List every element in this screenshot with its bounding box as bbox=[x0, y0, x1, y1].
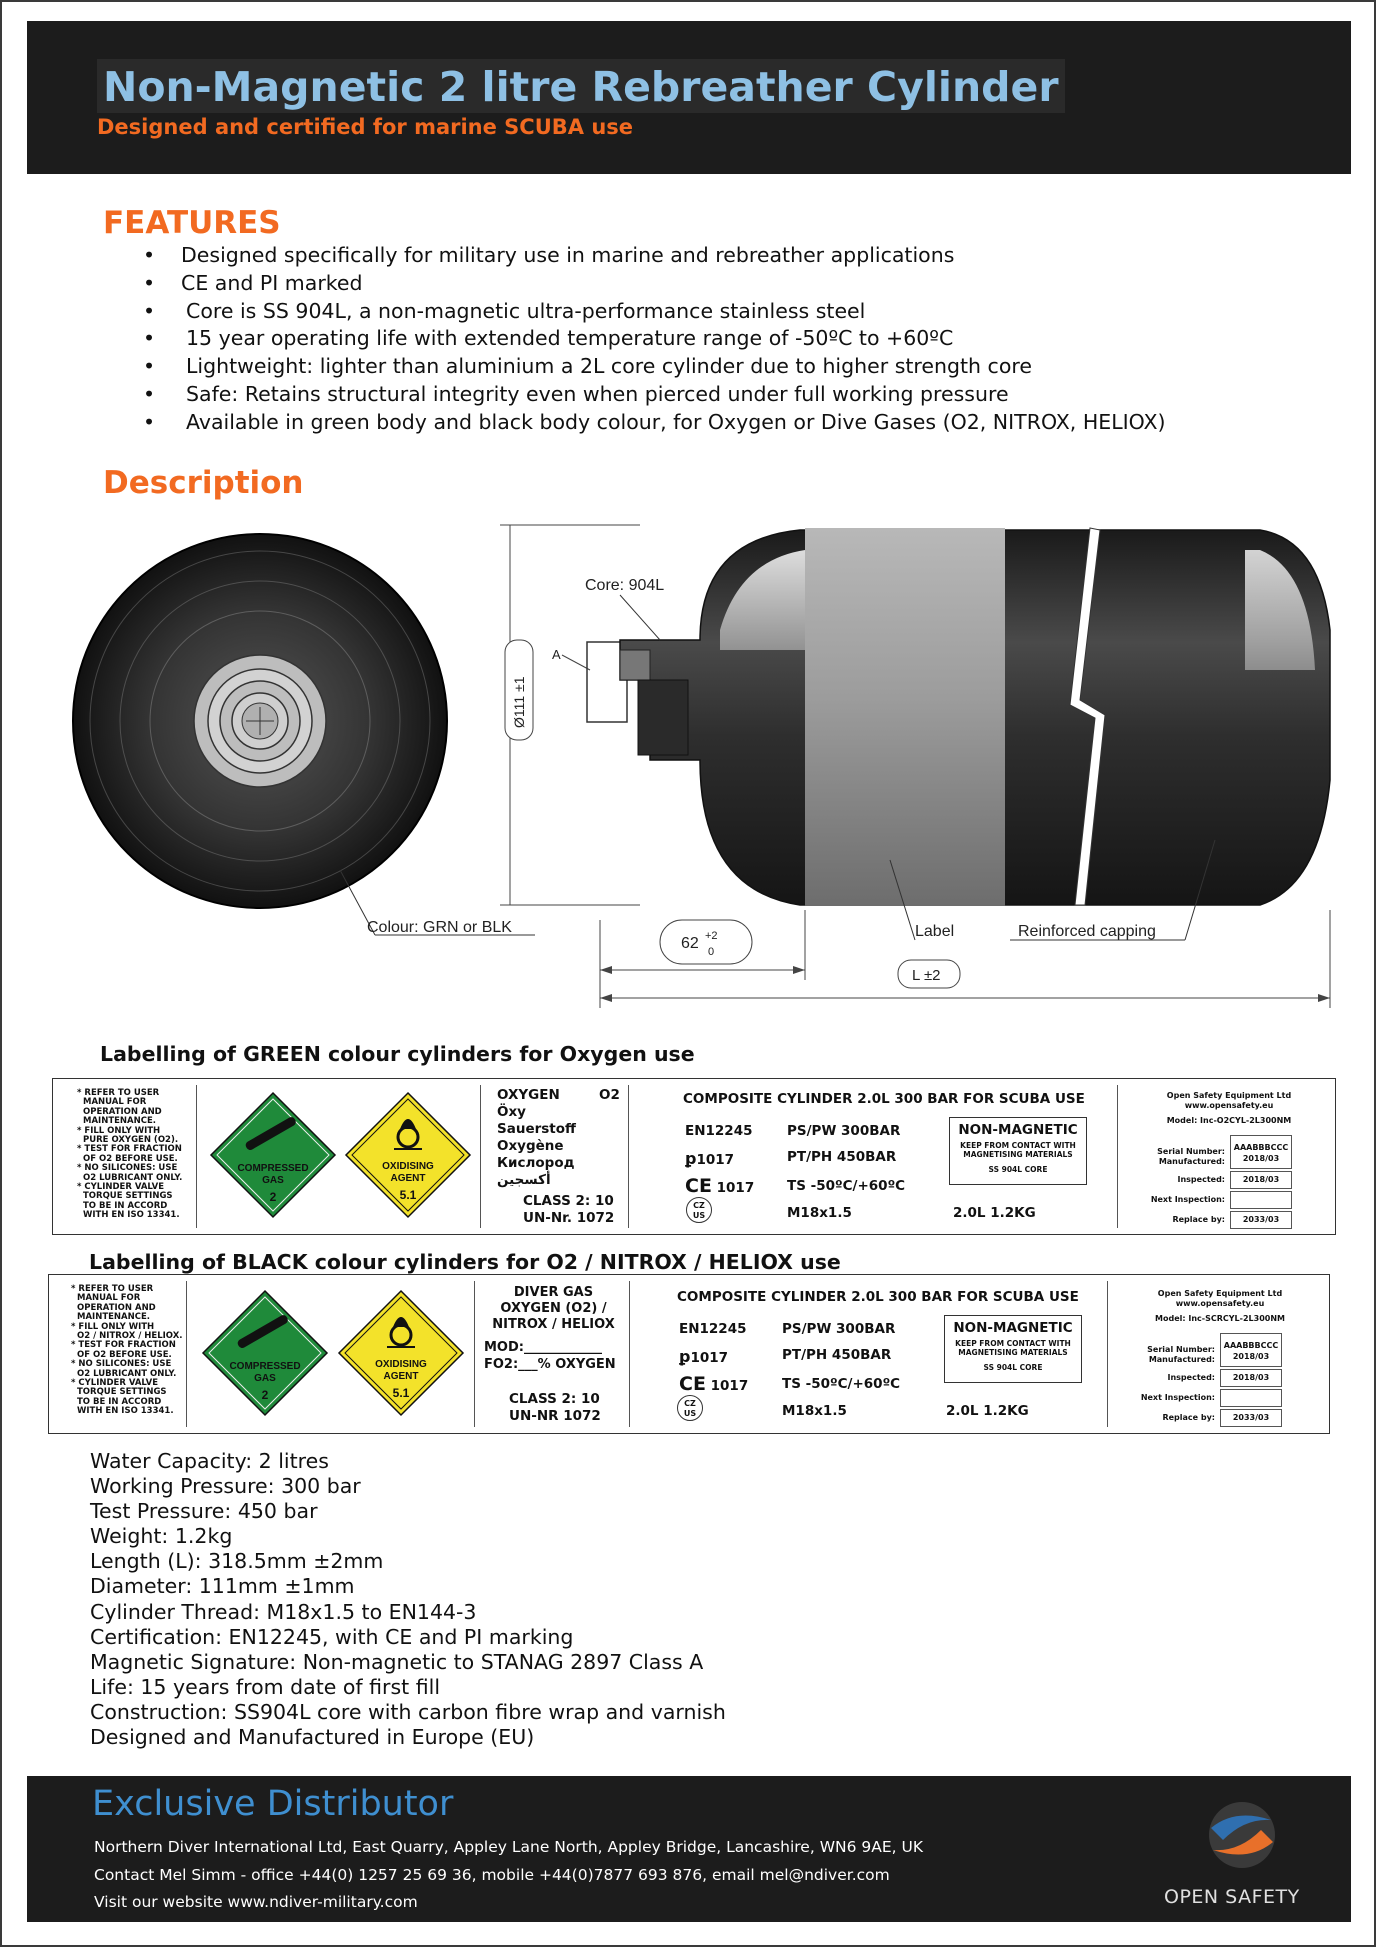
gas-name: OXYGEN bbox=[497, 1087, 560, 1103]
test-pressure: PT/PH 450BAR bbox=[782, 1347, 892, 1363]
features-heading: FEATURES bbox=[103, 205, 281, 241]
non-magnetic-text: KEEP FROM CONTACT WITH bbox=[955, 1339, 1071, 1348]
black-cylinder-label bbox=[48, 1274, 1330, 1434]
page-title: Non-Magnetic 2 litre Rebreather Cylinder bbox=[97, 59, 1065, 113]
mod-fo2-block bbox=[484, 1339, 616, 1373]
compressed-gas-diamond bbox=[203, 1079, 343, 1234]
warning-line: MAINTENANCE. bbox=[83, 1116, 156, 1127]
warning-line: TO BE IN ACCORD bbox=[77, 1396, 162, 1407]
feature-item: • Available in green body and black body colour, for Oxygen or Dive Gases (O2, NITROX, HELIOX) bbox=[143, 409, 1166, 437]
warning-line: * REFER TO USER bbox=[77, 1088, 160, 1098]
model-number: Model: Inc-O2CYL-2L300NM bbox=[1166, 1116, 1292, 1125]
gas-name: Кислород bbox=[497, 1155, 575, 1171]
feature-item: • Lightweight: lighter than aluminium a 2L core cylinder due to higher strength core bbox=[143, 353, 1166, 381]
serial-value: AAABBBCCC bbox=[1223, 1341, 1279, 1350]
model-number: Model: Inc-SCRCYL-2L300NM bbox=[1155, 1314, 1285, 1323]
inspected-label: Inspected: bbox=[1167, 1373, 1215, 1382]
gas-name: Sauerstoff bbox=[497, 1121, 576, 1137]
tolerance-lower: 0 bbox=[708, 946, 715, 958]
class-block bbox=[509, 1391, 601, 1425]
feature-item: • Safe: Retains structural integrity even when pierced under full working pressure bbox=[143, 381, 1166, 409]
oxidising-agent-diamond bbox=[338, 1079, 478, 1234]
replace-label: Replace by: bbox=[1162, 1413, 1215, 1422]
spec-line: Working Pressure: 300 bar bbox=[90, 1474, 361, 1499]
warning-line: OPERATION AND bbox=[77, 1302, 156, 1313]
warning-line: TO BE IN ACCORD bbox=[83, 1200, 168, 1211]
composite-text: COMPOSITE CYLINDER 2.0L 300 BAR FOR SCUBA USE bbox=[677, 1289, 1079, 1305]
spec-line: Length (L): 318.5mm ±2mm bbox=[90, 1549, 384, 1574]
un-number: UN-NR 1072 bbox=[509, 1408, 601, 1424]
page-subtitle: Designed and certified for marine SCUBA use bbox=[97, 115, 634, 139]
inspected-label: Inspected: bbox=[1177, 1175, 1225, 1184]
warning-line: O2 / NITROX / HELIOX. bbox=[77, 1331, 183, 1342]
warning-line: * NO SILICONES: USE bbox=[71, 1359, 172, 1370]
company-block bbox=[1135, 1091, 1323, 1126]
diamond-text: AGENT bbox=[390, 1173, 426, 1184]
label-note: Label bbox=[915, 923, 955, 940]
spec-line: Diameter: 111mm ±1mm bbox=[90, 1574, 355, 1599]
warning-line: O2 LUBRICANT ONLY. bbox=[83, 1172, 183, 1183]
gas-line: OXYGEN (O2) / bbox=[500, 1301, 607, 1316]
temperature-range: TS -50ºC/+60ºC bbox=[782, 1376, 901, 1392]
warning-line: * TEST FOR FRACTION bbox=[71, 1340, 176, 1351]
diamond-text: AGENT bbox=[383, 1371, 419, 1382]
serial-box bbox=[1220, 1333, 1282, 1367]
company-website: www.opensafety.eu bbox=[1184, 1101, 1274, 1110]
non-magnetic-box bbox=[949, 1117, 1087, 1185]
warning-block bbox=[77, 1089, 202, 1234]
green-label-heading: Labelling of GREEN colour cylinders for Oxygen use bbox=[100, 1042, 695, 1066]
non-magnetic-core: SS 904L CORE bbox=[983, 1363, 1043, 1372]
distributor-title: Exclusive Distributor bbox=[92, 1784, 454, 1824]
capacity-weight: 2.0L 1.2KG bbox=[953, 1205, 1036, 1221]
test-pressure: PT/PH 450BAR bbox=[787, 1149, 897, 1165]
footer-banner bbox=[27, 1776, 1351, 1922]
diamond-number: 5.1 bbox=[399, 1188, 417, 1202]
manufactured-label: Manufactured: bbox=[1158, 1157, 1225, 1166]
pi-number: 1017 bbox=[696, 1152, 735, 1168]
pi-mark: ꝑ1017 bbox=[679, 1347, 729, 1366]
warning-line: O2 LUBRICANT ONLY. bbox=[77, 1368, 177, 1379]
spec-line: Magnetic Signature: Non-magnetic to STANAG 2897 Class A bbox=[90, 1649, 704, 1674]
diamond-text: GAS bbox=[262, 1175, 284, 1186]
warning-line: * CYLINDER VALVE bbox=[71, 1378, 159, 1389]
manufactured-value: 2018/03 bbox=[1232, 1352, 1270, 1361]
spec-line: Certification: EN12245, with CE and PI marking bbox=[90, 1624, 574, 1649]
replace-value: 2033/03 bbox=[1220, 1409, 1282, 1427]
replace-value: 2033/03 bbox=[1230, 1211, 1292, 1229]
next-inspection-box bbox=[1230, 1191, 1292, 1209]
features-list bbox=[143, 242, 1166, 437]
warning-line: * TEST FOR FRACTION bbox=[77, 1144, 182, 1155]
warning-line: MAINTENANCE. bbox=[77, 1312, 150, 1323]
spec-line: Cylinder Thread: M18x1.5 to EN144-3 bbox=[90, 1599, 477, 1624]
warning-line: TORQUE SETTINGS bbox=[77, 1387, 167, 1398]
stamp-text: CZ bbox=[684, 1399, 696, 1408]
cz-us-stamp bbox=[677, 1395, 703, 1421]
warning-line: WITH EN ISO 13341. bbox=[83, 1210, 180, 1221]
end-view bbox=[73, 534, 447, 908]
thread-spec: M18x1.5 bbox=[782, 1403, 847, 1419]
manufactured-value: 2018/03 bbox=[1242, 1154, 1280, 1163]
ce-mark: CE 1017 bbox=[679, 1373, 749, 1395]
serial-labels bbox=[1137, 1147, 1225, 1167]
spec-line: Designed and Manufactured in Europe (EU) bbox=[90, 1725, 535, 1750]
diamond-text: COMPRESSED bbox=[237, 1163, 309, 1174]
compressed-gas-diamond bbox=[195, 1275, 335, 1433]
temperature-range: TS -50ºC/+60ºC bbox=[787, 1178, 906, 1194]
warning-line: MANUAL FOR bbox=[83, 1097, 147, 1108]
spec-line: Weight: 1.2kg bbox=[90, 1524, 233, 1549]
capping-note: Reinforced capping bbox=[1018, 923, 1156, 940]
en-standard: EN12245 bbox=[679, 1321, 747, 1337]
feature-item: • 15 year operating life with extended temperature range of -50ºC to +60ºC bbox=[143, 325, 1166, 353]
inspected-value: 2018/03 bbox=[1230, 1171, 1292, 1189]
ce-number: 1017 bbox=[710, 1378, 749, 1394]
mod-field: MOD:____________ bbox=[484, 1340, 602, 1355]
tolerance-upper: +2 bbox=[705, 930, 718, 942]
spec-line: Water Capacity: 2 litres bbox=[90, 1449, 329, 1473]
warning-line: * FILL ONLY WITH bbox=[77, 1125, 161, 1136]
gas-line: DIVER GAS bbox=[513, 1285, 594, 1300]
next-inspection-box bbox=[1220, 1389, 1282, 1407]
next-inspection-label: Next Inspection: bbox=[1150, 1195, 1225, 1204]
diameter-dimension: Ø111 ±1 bbox=[511, 676, 527, 728]
distributor-contact: Contact Mel Simm - office +44(0) 1257 25 69 36, mobile +44(0)7877 693 876, email mel@ndiver.com bbox=[94, 1866, 890, 1884]
description-heading: Description bbox=[103, 465, 304, 501]
company-website: www.opensafety.eu bbox=[1175, 1299, 1265, 1308]
serial-value: AAABBBCCC bbox=[1233, 1143, 1289, 1152]
stamp-text: US bbox=[692, 1211, 706, 1220]
core-label: Core: 904L bbox=[585, 577, 665, 594]
open-safety-logo-text: OPEN SAFETY bbox=[1164, 1886, 1300, 1908]
manufactured-label: Manufactured: bbox=[1148, 1355, 1215, 1364]
cylinder-side-view bbox=[620, 528, 1330, 906]
gas-code: O2 bbox=[599, 1087, 620, 1103]
distributor-website: Visit our website www.ndiver-military.com bbox=[94, 1893, 418, 1911]
gas-name: Öxy bbox=[497, 1104, 526, 1120]
warning-line: WITH EN ISO 13341. bbox=[77, 1406, 174, 1417]
gas-line: NITROX / HELIOX bbox=[492, 1317, 615, 1332]
service-pressure: PS/PW 300BAR bbox=[782, 1321, 896, 1337]
warning-line: * FILL ONLY WITH bbox=[71, 1321, 155, 1332]
feature-item: • Core is SS 904L, a non-magnetic ultra-performance stainless steel bbox=[143, 298, 1166, 326]
non-magnetic-title: NON-MAGNETIC bbox=[953, 1320, 1073, 1336]
warning-line: PURE OXYGEN (O2). bbox=[83, 1135, 179, 1146]
diamond-number: 2 bbox=[269, 1190, 277, 1204]
ce-mark: CE 1017 bbox=[685, 1175, 755, 1197]
stamp-text: US bbox=[683, 1409, 697, 1418]
gas-name: أكسجين bbox=[497, 1172, 551, 1188]
oxidising-agent-diamond bbox=[331, 1275, 471, 1433]
warning-line: OF O2 BEFORE USE. bbox=[77, 1349, 172, 1360]
non-magnetic-box bbox=[944, 1315, 1082, 1383]
cz-us-stamp bbox=[686, 1197, 712, 1223]
fo2-field: FO2:___% OXYGEN bbox=[484, 1357, 616, 1372]
spec-line: Test Pressure: 450 bar bbox=[90, 1499, 318, 1524]
open-safety-logo-icon bbox=[1205, 1798, 1279, 1872]
warning-line: * REFER TO USER bbox=[71, 1284, 154, 1294]
spec-line: Life: 15 years from date of first fill bbox=[90, 1674, 441, 1699]
pi-mark: ꝑ1017 bbox=[685, 1149, 735, 1168]
capacity-weight: 2.0L 1.2KG bbox=[946, 1403, 1029, 1419]
service-pressure: PS/PW 300BAR bbox=[787, 1123, 901, 1139]
feature-item: • CE and PI marked bbox=[143, 270, 1166, 298]
non-magnetic-text: MAGNETISING MATERIALS bbox=[963, 1150, 1073, 1159]
un-number: UN-Nr. 1072 bbox=[523, 1210, 615, 1226]
gas-name: Oxygène bbox=[497, 1138, 564, 1154]
cylinder-diagram bbox=[60, 500, 1360, 1020]
dimension-62: 62 bbox=[681, 935, 699, 952]
feature-item: • Designed specifically for military use in marine and rebreather applications bbox=[143, 242, 1166, 270]
inspected-value: 2018/03 bbox=[1220, 1369, 1282, 1387]
non-magnetic-text: KEEP FROM CONTACT WITH bbox=[960, 1141, 1076, 1150]
thread-spec: M18x1.5 bbox=[787, 1205, 852, 1221]
serial-box bbox=[1230, 1135, 1292, 1169]
ce-number: 1017 bbox=[716, 1180, 755, 1196]
pi-number: 1017 bbox=[690, 1350, 729, 1366]
black-label-heading: Labelling of BLACK colour cylinders for O2 / NITROX / HELIOX use bbox=[89, 1250, 841, 1274]
warning-line: * NO SILICONES: USE bbox=[77, 1163, 178, 1174]
company-name: Open Safety Equipment Ltd bbox=[1157, 1289, 1283, 1298]
warning-line: TORQUE SETTINGS bbox=[83, 1191, 173, 1202]
company-name: Open Safety Equipment Ltd bbox=[1166, 1091, 1292, 1100]
point-a-label: A bbox=[552, 647, 561, 662]
non-magnetic-core: SS 904L CORE bbox=[988, 1165, 1048, 1174]
header-banner bbox=[27, 21, 1351, 174]
gas-names bbox=[497, 1087, 576, 1189]
serial-labels bbox=[1127, 1345, 1215, 1365]
diamond-text: COMPRESSED bbox=[229, 1361, 301, 1372]
replace-label: Replace by: bbox=[1172, 1215, 1225, 1224]
colour-note: Colour: GRN or BLK bbox=[367, 919, 512, 936]
next-inspection-label: Next Inspection: bbox=[1140, 1393, 1215, 1402]
non-magnetic-title: NON-MAGNETIC bbox=[958, 1122, 1078, 1138]
warning-line: MANUAL FOR bbox=[77, 1293, 141, 1304]
non-magnetic-text: MAGNETISING MATERIALS bbox=[958, 1348, 1068, 1357]
company-block bbox=[1125, 1289, 1315, 1324]
green-cylinder-label bbox=[52, 1078, 1336, 1235]
specifications-list bbox=[90, 1449, 726, 1750]
warning-block bbox=[71, 1285, 196, 1433]
class-text: CLASS 2: 10 bbox=[523, 1193, 614, 1209]
diamond-text: GAS bbox=[254, 1373, 276, 1384]
diver-gas-block bbox=[481, 1285, 626, 1333]
composite-text: COMPOSITE CYLINDER 2.0L 300 BAR FOR SCUBA USE bbox=[683, 1091, 1085, 1107]
stamp-text: CZ bbox=[693, 1201, 705, 1210]
warning-line: OPERATION AND bbox=[83, 1106, 162, 1117]
en-standard: EN12245 bbox=[685, 1123, 753, 1139]
serial-label: Serial Number: bbox=[1157, 1147, 1225, 1156]
distributor-address: Northern Diver International Ltd, East Quarry, Appley Lane North, Appley Bridge, Lancashire, WN6 9AE, UK bbox=[94, 1838, 924, 1856]
serial-label: Serial Number: bbox=[1147, 1345, 1215, 1354]
length-dimension: L ±2 bbox=[912, 967, 941, 984]
warning-line: OF O2 BEFORE USE. bbox=[83, 1153, 178, 1164]
spec-line: Construction: SS904L core with carbon fibre wrap and varnish bbox=[90, 1699, 726, 1724]
diamond-text: OXIDISING bbox=[375, 1359, 427, 1370]
class-text: CLASS 2: 10 bbox=[509, 1391, 600, 1407]
diamond-number: 5.1 bbox=[392, 1386, 410, 1400]
diamond-text: OXIDISING bbox=[382, 1161, 434, 1172]
class-block bbox=[523, 1193, 614, 1227]
diamond-number: 2 bbox=[261, 1388, 269, 1402]
warning-line: * CYLINDER VALVE bbox=[77, 1182, 165, 1193]
